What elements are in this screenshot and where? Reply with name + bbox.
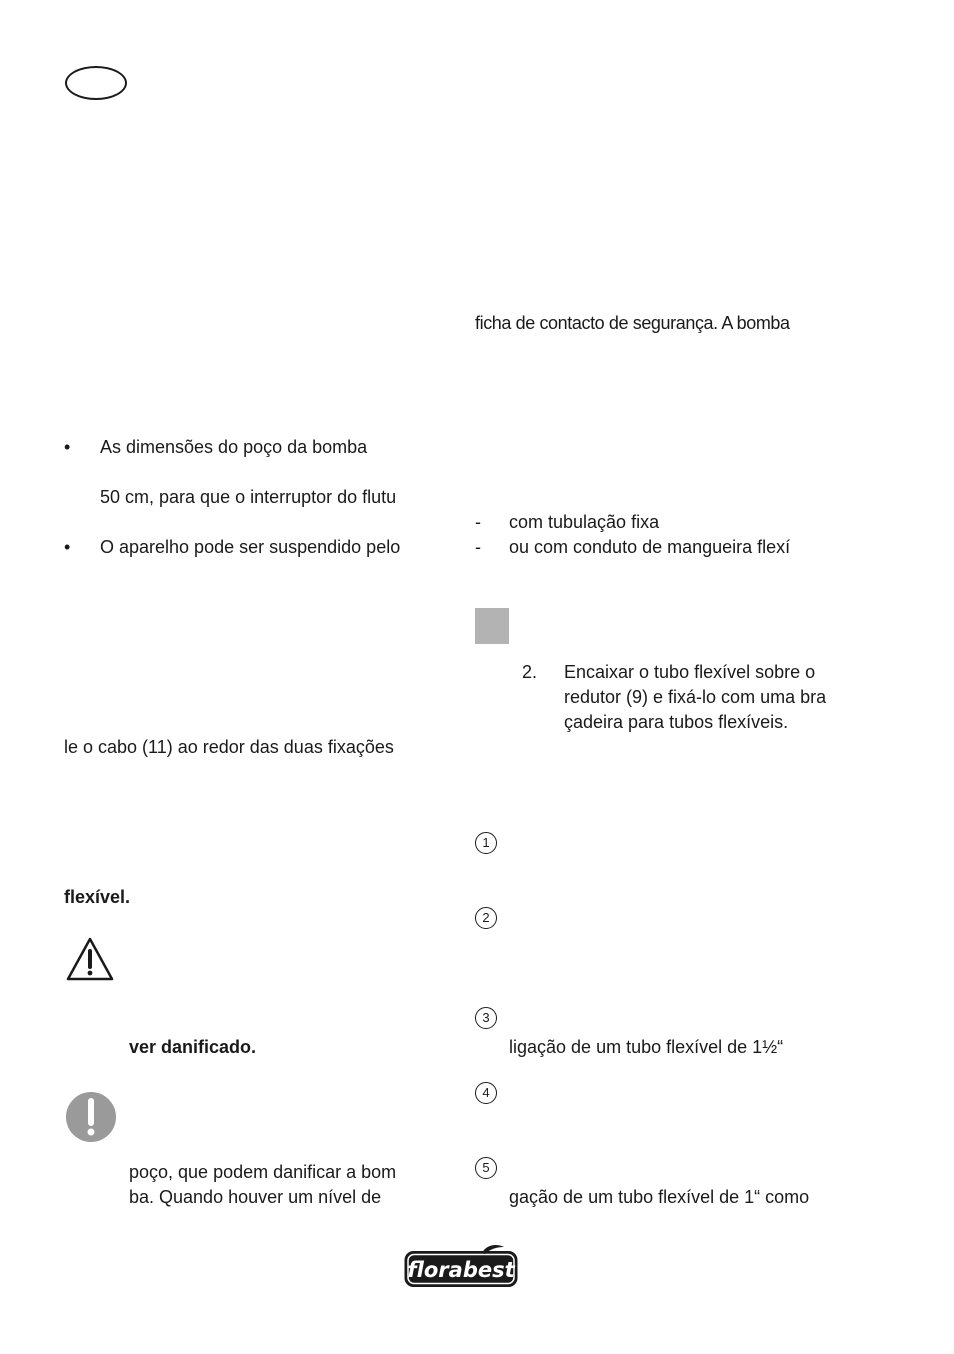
safety-plug-line: ficha de contacto de segurança. A bomba xyxy=(475,313,790,333)
warning-bold-text: ver danificado. xyxy=(129,1037,257,1057)
circled-number-2: 2 xyxy=(475,907,497,929)
step-2-line-2: redutor (9) e fixá-lo com uma bra xyxy=(564,687,827,707)
warning-icon xyxy=(65,936,115,982)
language-badge xyxy=(65,66,127,100)
cable-instruction-line: le o cabo (11) ao redor das duas fixações xyxy=(64,737,394,757)
circled-number-5: 5 xyxy=(475,1157,497,1179)
dash-item-2: ou com conduto de mangueira flexí xyxy=(509,537,791,557)
bullet-1-line-1: As dimensões do poço da bomba xyxy=(100,437,368,457)
florabest-logo xyxy=(404,1244,518,1290)
step-2-number: 2. xyxy=(522,662,538,682)
step-2-line-1: Encaixar o tubo flexível sobre o xyxy=(564,662,816,682)
dash-marker-2: - xyxy=(475,537,481,557)
bullet-marker-2: • xyxy=(64,537,71,557)
svg-text:florabest: florabest xyxy=(407,1258,515,1282)
step-2-line-3: çadeira para tubos flexíveis. xyxy=(564,712,789,732)
bullet-1-line-2: 50 cm, para que o interruptor do flutu xyxy=(100,487,397,507)
numbered-item-3-text: ligação de um tubo flexível de 1½“ xyxy=(509,1037,784,1057)
note-line-1: poço, que podem danificar a bom xyxy=(129,1162,397,1182)
numbered-item-5-text: gação de um tubo flexível de 1“ como xyxy=(509,1187,810,1207)
gray-section-marker xyxy=(475,608,509,644)
note-line-2: ba. Quando houver um nível de xyxy=(129,1187,382,1207)
dash-marker-1: - xyxy=(475,512,481,532)
bullet-marker-1: • xyxy=(64,437,71,457)
bullet-2-line-1: O aparelho pode ser suspendido pelo xyxy=(100,537,401,557)
circled-number-4: 4 xyxy=(475,1082,497,1104)
bold-flexivel: flexível. xyxy=(64,887,131,907)
exclamation-circle-icon xyxy=(66,1092,116,1142)
circled-number-1: 1 xyxy=(475,832,497,854)
circled-number-3: 3 xyxy=(475,1007,497,1029)
dash-item-1: com tubulação fixa xyxy=(509,512,660,532)
